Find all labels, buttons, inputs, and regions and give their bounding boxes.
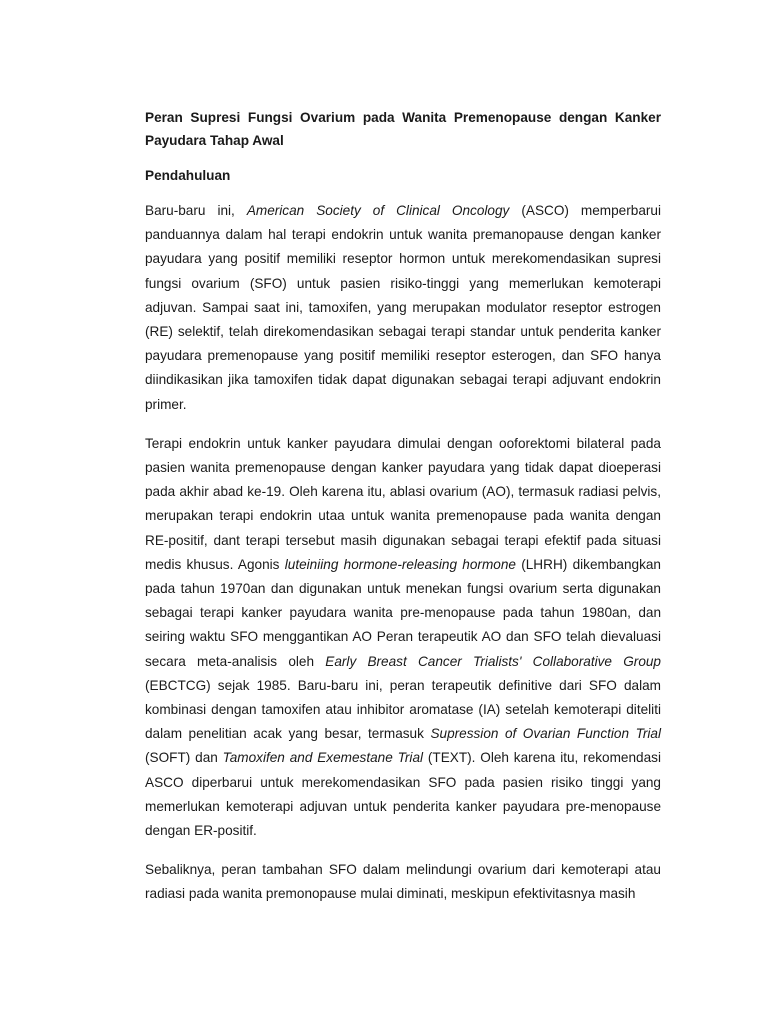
paragraph-1-italic-asco: American Society of Clinical Oncology xyxy=(246,203,510,218)
paragraph-2-text: Terapi endokrin untuk kanker payudara dimulai dengan ooforektomi bilateral pada pasien wanita premenopause dengan kanker payudara yang tidak dapat dioeperasi pada akhir abad ke-19. Oleh karena itu, ablasi ovarium (AO), termasuk radiasi pelvis, merupakan terapi endokrin utaa untuk wanita premenopause pada wanita dengan RE-positif, dant terapi tersebut masih digunakan sebagai terapi efektif pada situasi medis khusus. Agonis xyxy=(145,435,661,572)
document-body xyxy=(145,106,661,907)
paragraph-2-italic-lhrh: luteiniing hormone-releasing hormone xyxy=(284,556,516,572)
paragraph-2-text: (SOFT) dan xyxy=(145,750,223,766)
paragraph-1-text: Baru-baru ini, xyxy=(145,203,247,218)
paragraph-3 xyxy=(145,858,661,906)
document-title: Peran Supresi Fungsi Ovarium pada Wanita Premenopause dengan Kanker Payudara Tahap Awal xyxy=(145,110,661,148)
paragraph-2-text: (LHRH) dikembangkan pada tahun 1970an dan digunakan untuk menekan fungsi ovarium serta digunakan sebagai terapi kanker payudara wanita pre-menopause pada tahun 1980an, dan seiring waktu SFO menggantikan AO Peran terapeutik AO dan SFO telah dievaluasi secara meta-analisis oleh xyxy=(145,556,661,669)
paragraph-2-italic-soft: Supression of Ovarian Function Trial xyxy=(430,726,661,742)
section-heading: Pendahuluan xyxy=(145,168,231,183)
paragraph-2-italic-text: Tamoxifen and Exemestane Trial xyxy=(222,750,424,766)
paragraph-1 xyxy=(145,199,661,417)
paragraph-1-text: (ASCO) memperbarui panduannya dalam hal terapi endokrin untuk wanita premanopause dengan kanker payudara yang positif memiliki reseptor hormon untuk merekomendasikan supresi fungsi ovarium (SFO) untuk pasien risiko-tinggi yang memerlukan kemoterapi adjuvan. Sampai saat ini, tamoxifen, yang merupakan modulator reseptor estrogen (RE) selektif, telah direkomendasikan sebagai terapi standar untuk penderita kanker payudara premenopause yang positif memiliki reseptor esterogen, dan SFO hanya diindikasikan jika tamoxifen tidak dapat digunakan sebagai terapi adjuvant endokrin primer. xyxy=(145,203,661,412)
paragraph-2-italic-ebctcg: Early Breast Cancer Trialists' Collaborative Group xyxy=(325,653,661,669)
paragraph-2 xyxy=(145,432,661,843)
paragraph-2-text: (TEXT). Oleh karena itu, rekomendasi ASCO diperbarui untuk merekomendasikan SFO pada pasien risiko tinggi yang memerlukan kemoterapi adjuvan untuk penderita kanker payudara pre-menopause dengan ER-positif. xyxy=(145,750,661,839)
paragraph-2-text: (EBCTCG) sejak 1985. Baru-baru ini, peran terapeutik definitive dari SFO dalam kombinasi dengan tamoxifen atau inhibitor aromatase (IA) setelah kemoterapi diteliti dalam penelitian acak yang besar, termasuk xyxy=(145,677,661,742)
paragraph-3-text: Sebaliknya, peran tambahan SFO dalam melindungi ovarium dari kemoterapi atau radiasi pada wanita premonopause mulai diminati, meskipun efektivitasnya masih xyxy=(145,862,661,902)
